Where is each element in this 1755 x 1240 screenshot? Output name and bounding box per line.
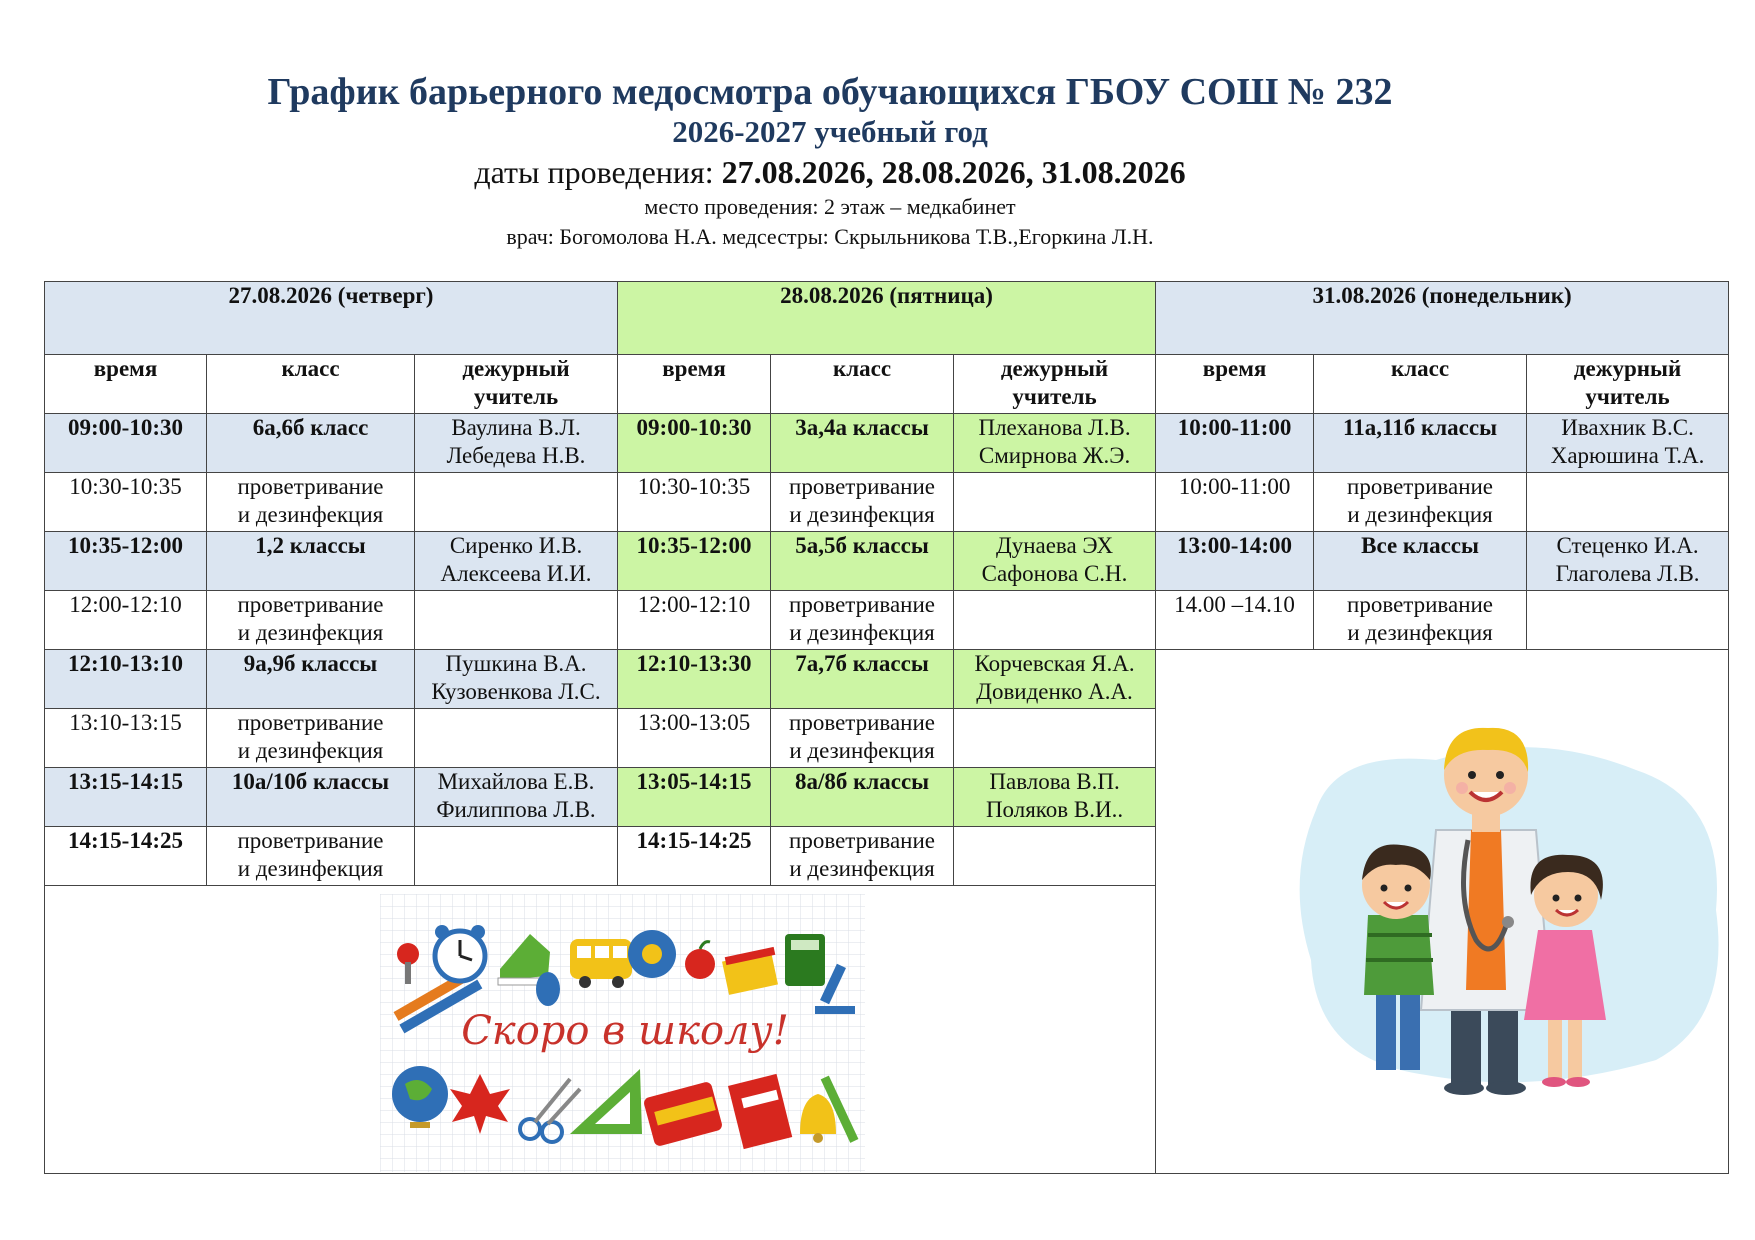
teacher-cell (1527, 532, 1729, 591)
class-cell: 3а,4а классы (771, 414, 954, 473)
table-row (45, 532, 1729, 591)
col-header-teacher-line1: дежурный (1573, 356, 1682, 381)
time-cell: 13:00-14:00 (1156, 532, 1314, 591)
time-cell: 12:00-12:10 (45, 591, 207, 650)
dates-line (0, 152, 1660, 192)
time-cell: 13:10-13:15 (45, 709, 207, 768)
calculator-icon (785, 934, 825, 986)
ventilation-cell-line2: и дезинфекция (1347, 620, 1493, 645)
teacher-cell-line1: Михайлова Е.В. (437, 769, 595, 794)
ventilation-cell-line2: и дезинфекция (237, 738, 384, 763)
col-header-teacher-line2: учитель (473, 384, 559, 409)
teacher-cell-empty (415, 591, 618, 650)
ventilation-cell (1314, 591, 1527, 650)
teacher-cell-line1: Ивахник В.С. (1561, 415, 1694, 440)
class-cell: 7а,7б классы (771, 650, 954, 709)
ventilation-cell-line1: проветривание (1347, 474, 1494, 499)
class-cell: Все классы (1314, 532, 1527, 591)
ventilation-cell (207, 591, 415, 650)
class-cell: 8а/8б классы (771, 768, 954, 827)
ventilation-cell-line1: проветривание (237, 710, 384, 735)
teacher-cell (954, 532, 1156, 591)
teacher-cell-line2: Лебедева Н.В. (446, 443, 586, 468)
ventilation-cell (1314, 473, 1527, 532)
teacher-cell-line1: Павлова В.П. (989, 769, 1120, 794)
teacher-cell (415, 414, 618, 473)
col-header-time: время (618, 355, 771, 414)
time-cell: 12:10-13:30 (618, 650, 771, 709)
ventilation-cell-line2: и дезинфекция (789, 856, 935, 881)
col-header-teacher-line1: дежурный (1000, 356, 1109, 381)
dates-label: даты проведения: (474, 154, 722, 190)
time-cell: 13:00-13:05 (618, 709, 771, 768)
ventilation-cell-line1: проветривание (237, 474, 384, 499)
time-cell: 14:15-14:25 (45, 827, 207, 886)
teacher-cell-line2: Харюшина Т.А. (1550, 443, 1705, 468)
soccer-ball-icon (628, 930, 676, 978)
teacher-cell-empty (1527, 473, 1729, 532)
document-header (0, 70, 1660, 252)
col-header-teacher-line2: учитель (1012, 384, 1097, 409)
teacher-cell-line1: Пушкина В.А. (445, 651, 587, 676)
col-header-teacher-line1: дежурный (462, 356, 570, 381)
teacher-cell-empty (954, 473, 1156, 532)
teacher-cell-line1: Ваулина В.Л. (451, 415, 581, 440)
day-header-3: 31.08.2026 (понедельник) (1156, 282, 1729, 355)
time-cell: 10:35-12:00 (618, 532, 771, 591)
teacher-cell-line2: Кузовенкова Л.С. (431, 679, 601, 704)
teacher-cell-line1: Сиренко И.В. (449, 533, 583, 558)
teacher-cell-line2: Филиппова Л.В. (436, 797, 596, 822)
teacher-cell-line2: Сафонова С.Н. (981, 561, 1128, 586)
teacher-cell-line1: Плеханова Л.В. (978, 415, 1131, 440)
banner-cell (45, 886, 1156, 1174)
time-cell: 10:35-12:00 (45, 532, 207, 591)
class-cell: 11а,11б классы (1314, 414, 1527, 473)
time-cell: 13:15-14:15 (45, 768, 207, 827)
table-row (45, 591, 1729, 650)
ventilation-cell-line2: и дезинфекция (237, 856, 384, 881)
col-header-class: класс (1314, 355, 1527, 414)
teacher-cell (415, 768, 618, 827)
teacher-cell-line1: Корчевская Я.А. (974, 651, 1135, 676)
teacher-cell-empty (954, 709, 1156, 768)
day-header-row (45, 282, 1729, 355)
time-cell: 14:15-14:25 (618, 827, 771, 886)
ventilation-cell-line2: и дезинфекция (237, 620, 384, 645)
illustration-cell (1156, 650, 1729, 1174)
table-row (45, 473, 1729, 532)
day-header-1: 27.08.2026 (четверг) (45, 282, 618, 355)
teacher-cell-line2: Алексеева И.И. (440, 561, 592, 586)
doctor-with-children-illustration (1276, 690, 1729, 1110)
ventilation-cell (207, 709, 415, 768)
col-header-time: время (45, 355, 207, 414)
ventilation-cell-line1: проветривание (237, 592, 384, 617)
teacher-cell (1527, 414, 1729, 473)
class-cell: 5а,5б классы (771, 532, 954, 591)
teacher-cell-empty (415, 709, 618, 768)
ventilation-cell (771, 709, 954, 768)
teacher-cell (415, 650, 618, 709)
ventilation-cell-line1: проветривание (789, 474, 936, 499)
teacher-cell-line2: Поляков В.И.. (985, 797, 1124, 822)
ventilation-cell-line2: и дезинфекция (1347, 502, 1493, 527)
teacher-cell-empty (1527, 591, 1729, 650)
col-header-teacher (415, 355, 618, 414)
ventilation-cell (207, 827, 415, 886)
ventilation-cell-line1: проветривание (789, 828, 936, 853)
class-cell: 10а/10б классы (207, 768, 415, 827)
ventilation-cell-line2: и дезинфекция (789, 502, 935, 527)
dates-value: 27.08.2026, 28.08.2026, 31.08.2026 (721, 154, 1186, 190)
time-cell: 10:30-10:35 (618, 473, 771, 532)
ventilation-cell (207, 473, 415, 532)
time-cell: 13:05-14:15 (618, 768, 771, 827)
document-title: График барьерного медосмотра обучающихся ГБОУ СОШ № 232 (267, 71, 1393, 113)
time-cell: 14.00 –14.10 (1156, 591, 1314, 650)
schedule-table (44, 281, 1729, 1174)
time-cell: 10:30-10:35 (45, 473, 207, 532)
teacher-cell (415, 532, 618, 591)
teacher-cell (954, 414, 1156, 473)
col-header-teacher (954, 355, 1156, 414)
teacher-cell-line1: Стеценко И.А. (1556, 533, 1699, 558)
teacher-cell (954, 768, 1156, 827)
time-cell: 09:00-10:30 (45, 414, 207, 473)
teacher-cell (954, 650, 1156, 709)
ventilation-cell-line2: и дезинфекция (789, 738, 935, 763)
col-header-class: класс (771, 355, 954, 414)
class-cell: 6а,6б класс (207, 414, 415, 473)
table-row (45, 650, 1729, 709)
ventilation-cell-line1: проветривание (789, 592, 936, 617)
teacher-cell-line2: Глаголева Л.В. (1555, 561, 1700, 586)
teacher-cell-empty (954, 591, 1156, 650)
table-row (45, 414, 1729, 473)
alarm-clock-icon (435, 925, 485, 981)
col-header-teacher-line2: учитель (1585, 384, 1670, 409)
time-cell: 09:00-10:30 (618, 414, 771, 473)
col-header-time: время (1156, 355, 1314, 414)
back-to-school-banner (380, 894, 865, 1172)
teacher-cell-line2: Довиденко А.А. (976, 679, 1133, 704)
ventilation-cell-line1: проветривание (789, 710, 936, 735)
time-cell: 10:00-11:00 (1156, 414, 1314, 473)
time-cell: 10:00-11:00 (1156, 473, 1314, 532)
time-cell: 12:10-13:10 (45, 650, 207, 709)
class-cell: 1,2 классы (207, 532, 415, 591)
ventilation-cell-line2: и дезинфекция (789, 620, 935, 645)
teacher-cell-empty (415, 827, 618, 886)
col-header-teacher (1527, 355, 1729, 414)
ventilation-cell (771, 827, 954, 886)
ventilation-cell-line2: и дезинфекция (237, 502, 384, 527)
teacher-cell-empty (415, 473, 618, 532)
banner-text: Скоро в школу! (461, 1008, 789, 1054)
day-header-2: 28.08.2026 (пятница) (618, 282, 1156, 355)
school-year: 2026-2027 учебный год (672, 114, 988, 149)
place-line: место проведения: 2 этаж – медкабинет (644, 194, 1016, 219)
mouse-icon (536, 972, 560, 1006)
ventilation-cell-line1: проветривание (1347, 592, 1494, 617)
column-header-row (45, 355, 1729, 414)
staff-line: врач: Богомолова Н.А. медсестры: Скрыльникова Т.В.,Егоркина Л.Н. (506, 224, 1154, 249)
col-header-class: класс (207, 355, 415, 414)
teacher-cell-line1: Дунаева ЭХ (996, 533, 1114, 558)
teacher-cell-line2: Смирнова Ж.Э. (978, 443, 1131, 468)
teacher-cell-empty (954, 827, 1156, 886)
ventilation-cell-line1: проветривание (237, 828, 384, 853)
time-cell: 12:00-12:10 (618, 591, 771, 650)
class-cell: 9а,9б классы (207, 650, 415, 709)
ventilation-cell (771, 473, 954, 532)
ventilation-cell (771, 591, 954, 650)
